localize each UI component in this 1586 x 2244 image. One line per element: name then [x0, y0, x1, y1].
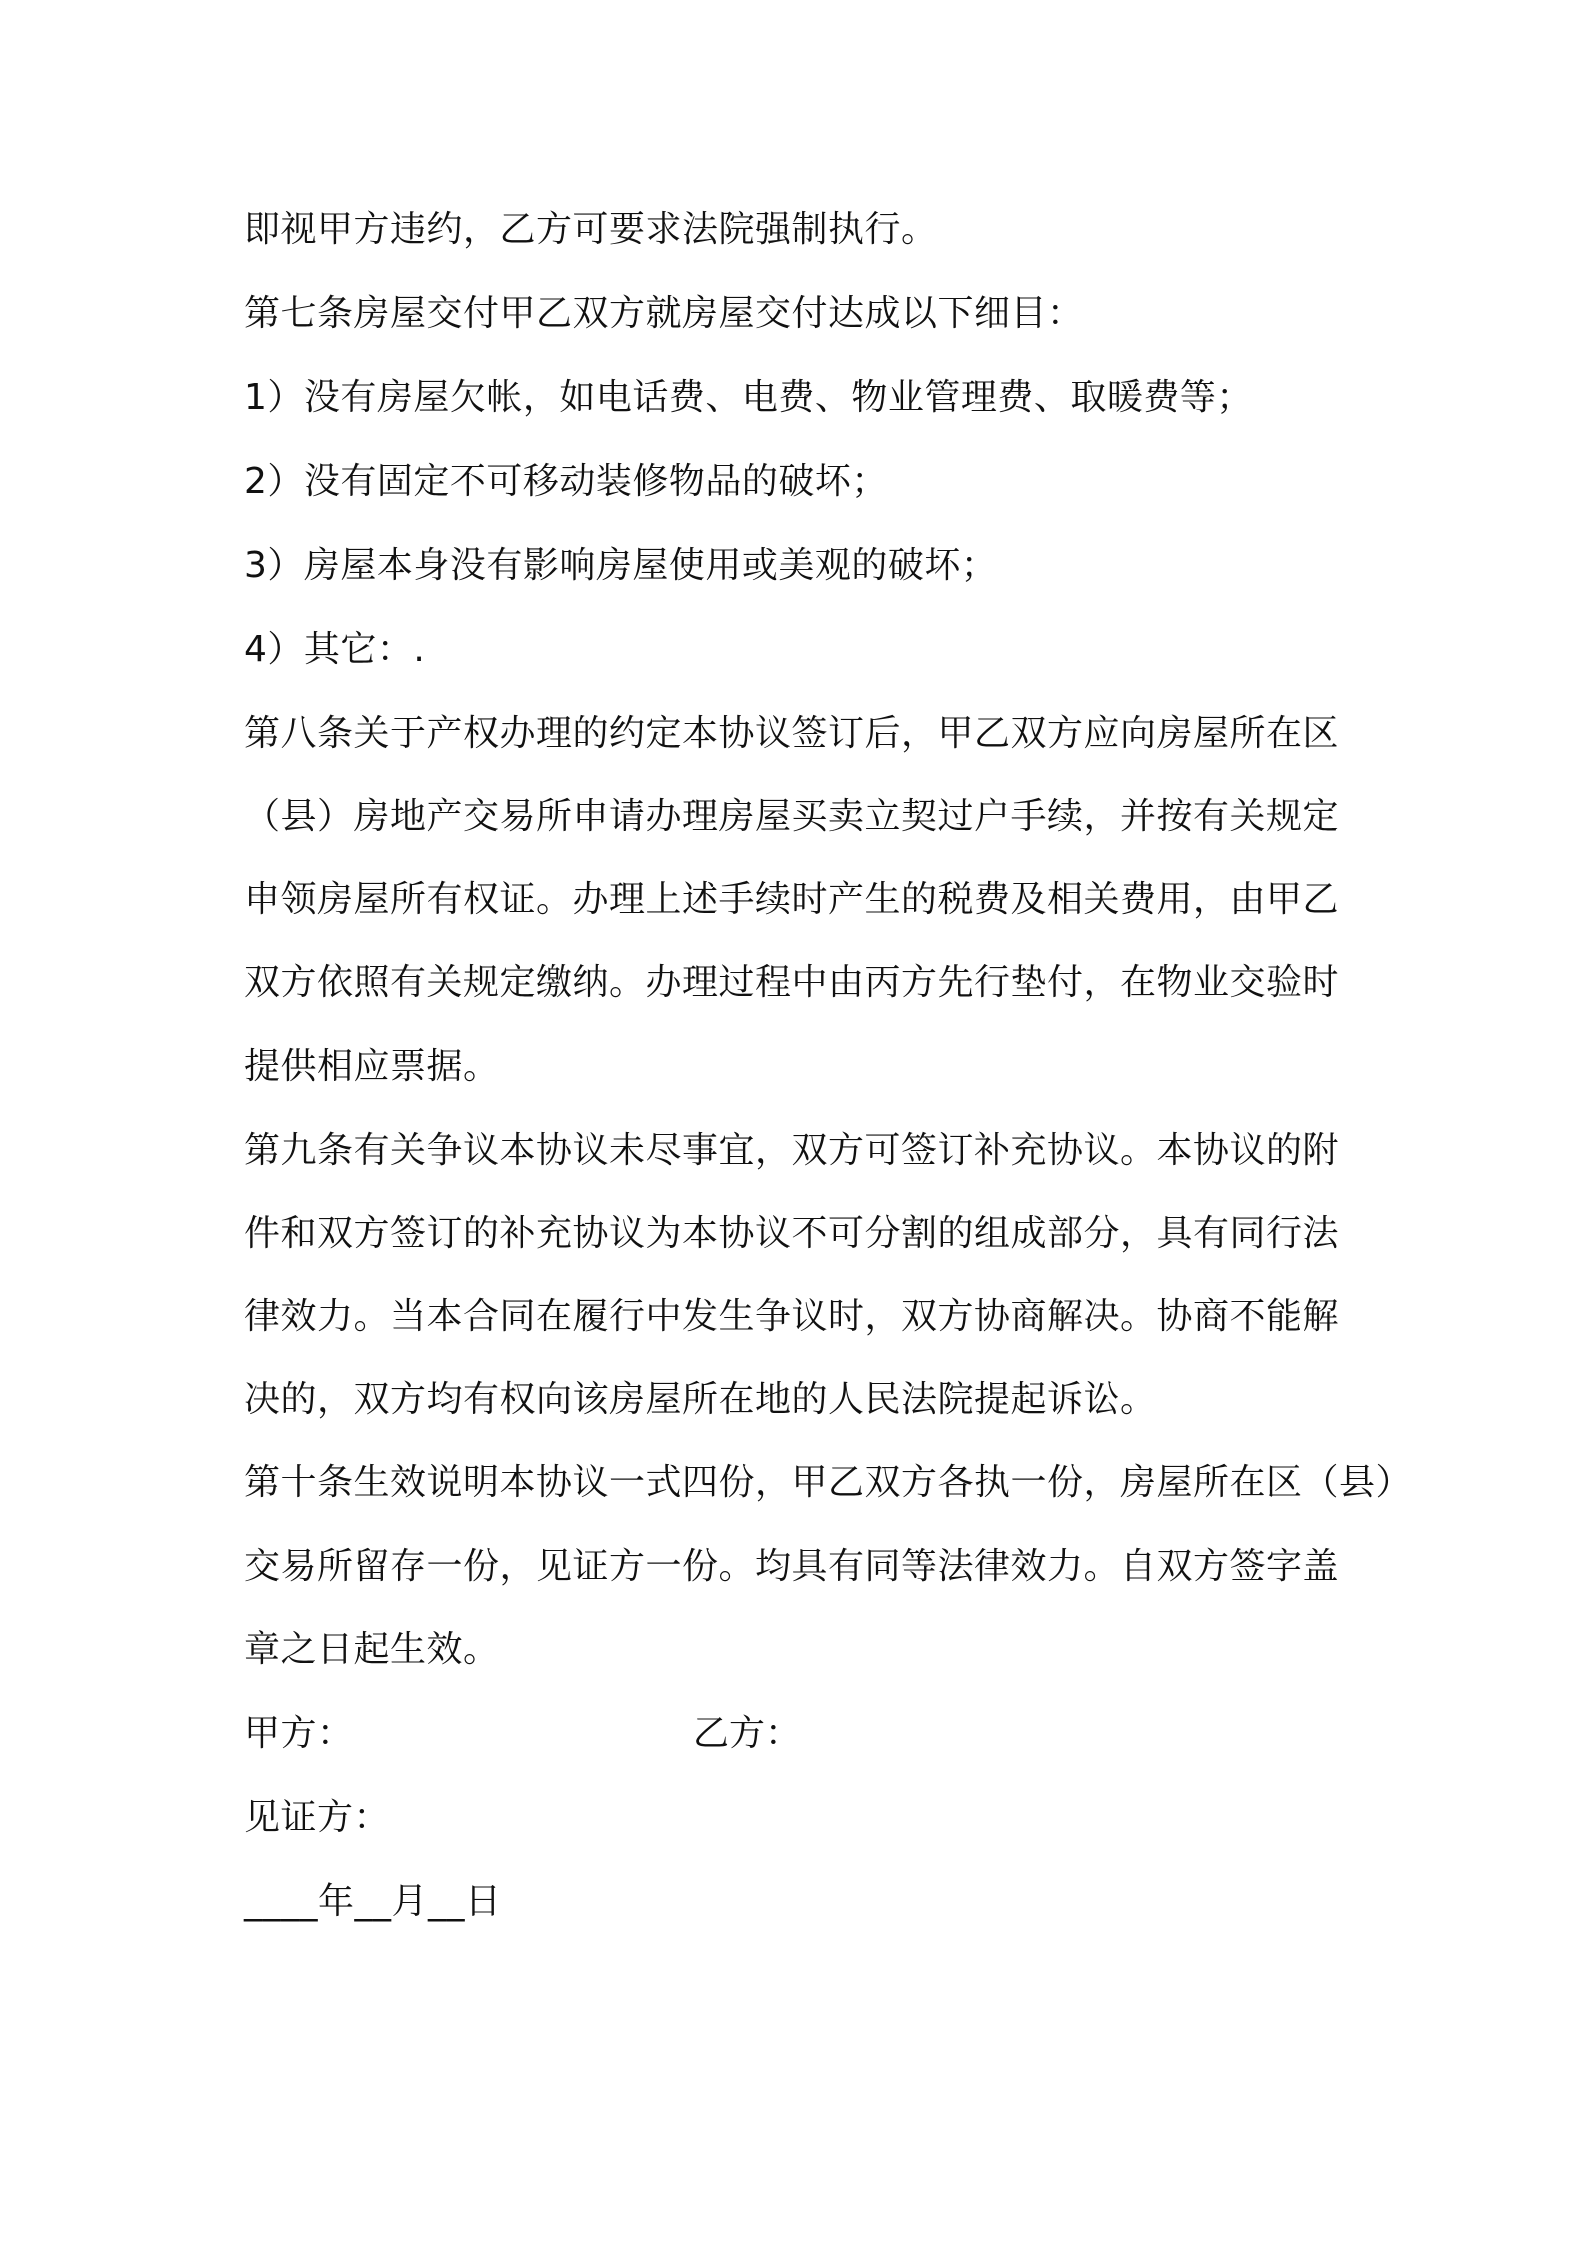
text-line: 第十条生效说明本协议一式四份，甲乙双方各执一份，房屋所在区（县）: [244, 1462, 1413, 1503]
date-line: ____年__月__日: [244, 1881, 502, 1922]
text-line: 件和双方签订的补充协议为本协议不可分割的组成部分，具有同行法: [244, 1213, 1340, 1254]
text-line: 即视甲方违约，乙方可要求法院强制执行。: [244, 209, 938, 250]
text-line: 提供相应票据。: [244, 1046, 500, 1087]
text-line: 双方依照有关规定缴纳。办理过程中由丙方先行垫付，在物业交验时: [244, 962, 1340, 1003]
text-line: 第七条房屋交付甲乙双方就房屋交付达成以下细目：: [244, 293, 1084, 334]
text-line: 交易所留存一份，见证方一份。均具有同等法律效力。自双方签字盖: [244, 1546, 1340, 1587]
text-line: 1）没有房屋欠帐，如电话费、电费、物业管理费、取暖费等；: [244, 377, 1253, 418]
text-line: 第九条有关争议本协议未尽事宜，双方可签订补充协议。本协议的附: [244, 1130, 1340, 1171]
text-line: 章之日起生效。: [244, 1629, 500, 1670]
party-a-label: 甲方：: [244, 1713, 354, 1754]
text-line: 3）房屋本身没有影响房屋使用或美观的破坏；: [244, 545, 998, 586]
text-line: 2）没有固定不可移动装修物品的破坏；: [244, 461, 888, 502]
text-line: （县）房地产交易所申请办理房屋买卖立契过户手续，并按有关规定: [244, 796, 1340, 837]
text-line: 申领房屋所有权证。办理上述手续时产生的税费及相关费用，由甲乙: [244, 879, 1340, 920]
text-line: 律效力。当本合同在履行中发生争议时，双方协商解决。协商不能解: [244, 1296, 1340, 1337]
text-line: 第八条关于产权办理的约定本协议签订后，甲乙双方应向房屋所在区: [244, 713, 1340, 754]
text-line: 决的，双方均有权向该房屋所在地的人民法院提起诉讼。: [244, 1379, 1157, 1420]
text-line: 4）其它：.: [244, 629, 426, 670]
witness-label: 见证方：: [244, 1797, 391, 1838]
party-b-label: 乙方：: [693, 1713, 802, 1754]
